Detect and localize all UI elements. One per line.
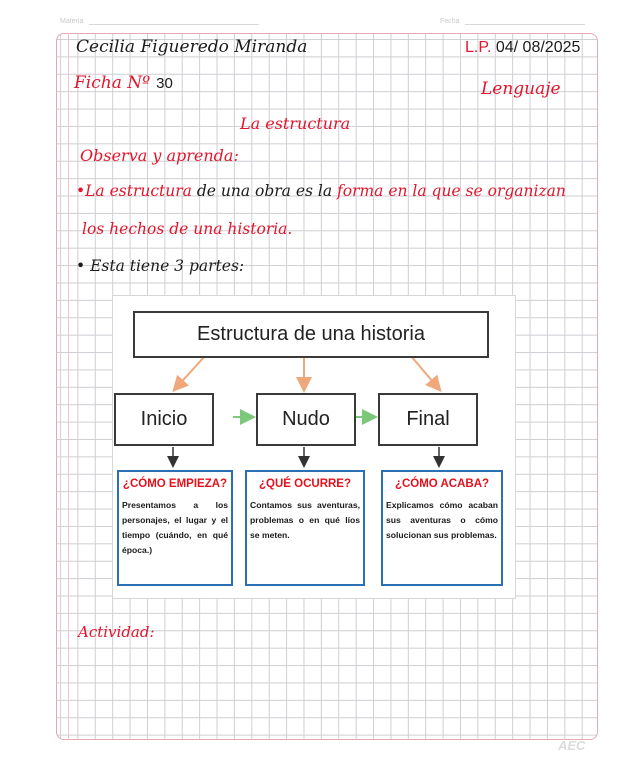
card-question: ¿CÓMO ACABA? [394, 478, 490, 490]
bullet-1-line-2: los hechos de una historia. [82, 220, 293, 238]
lesson-title: La estructura [240, 114, 351, 133]
materia-header: Materia [60, 18, 259, 28]
card-text: Presentamos a los personajes, el lugar y el tiempo (cuándo, en qué época.) [122, 500, 228, 555]
diagram-title: Estructura de una historia [133, 311, 489, 358]
card-final [381, 470, 503, 586]
card-inicio [117, 470, 233, 586]
date-line [465, 39, 580, 57]
actividad-heading: Actividad: [78, 623, 155, 641]
bullet-2: • Esta tiene 3 partes: [76, 257, 245, 275]
watermark-logo: AEC [558, 738, 586, 753]
story-structure-diagram [112, 295, 516, 599]
card-question: ¿CÓMO EMPIEZA? [122, 478, 228, 490]
card-text: Contamos sus aventuras, problemas o en qué líos se meten. [250, 500, 360, 540]
student-name: Cecilia Figueredo Miranda [76, 37, 308, 57]
date: 04/ 08/2025 [495, 39, 581, 56]
card-nudo [245, 470, 365, 586]
lp-prefix: L.P. [465, 39, 492, 56]
stage-final: Final [378, 393, 478, 446]
observa-heading: Observa y aprenda: [80, 146, 239, 165]
bullet-1: •La estructura de una obra es la forma en la que se organizan [76, 182, 566, 200]
ficha-line [74, 73, 173, 93]
card-text: Explicamos cómo acaban sus aventuras o cómo solucionan sus problemas. [386, 500, 498, 540]
stage-nudo: Nudo [256, 393, 356, 446]
ficha-label: Ficha Nº [74, 73, 151, 93]
fecha-header: Fecha [440, 18, 585, 28]
subject: Lenguaje [481, 79, 561, 99]
card-question: ¿QUÉ OCURRE? [259, 478, 351, 490]
arrow-title-to-inicio [175, 356, 205, 389]
ficha-number: 30 [156, 75, 173, 92]
stage-inicio: Inicio [114, 393, 214, 446]
margin-line [68, 33, 69, 740]
arrow-title-to-final [411, 356, 439, 389]
